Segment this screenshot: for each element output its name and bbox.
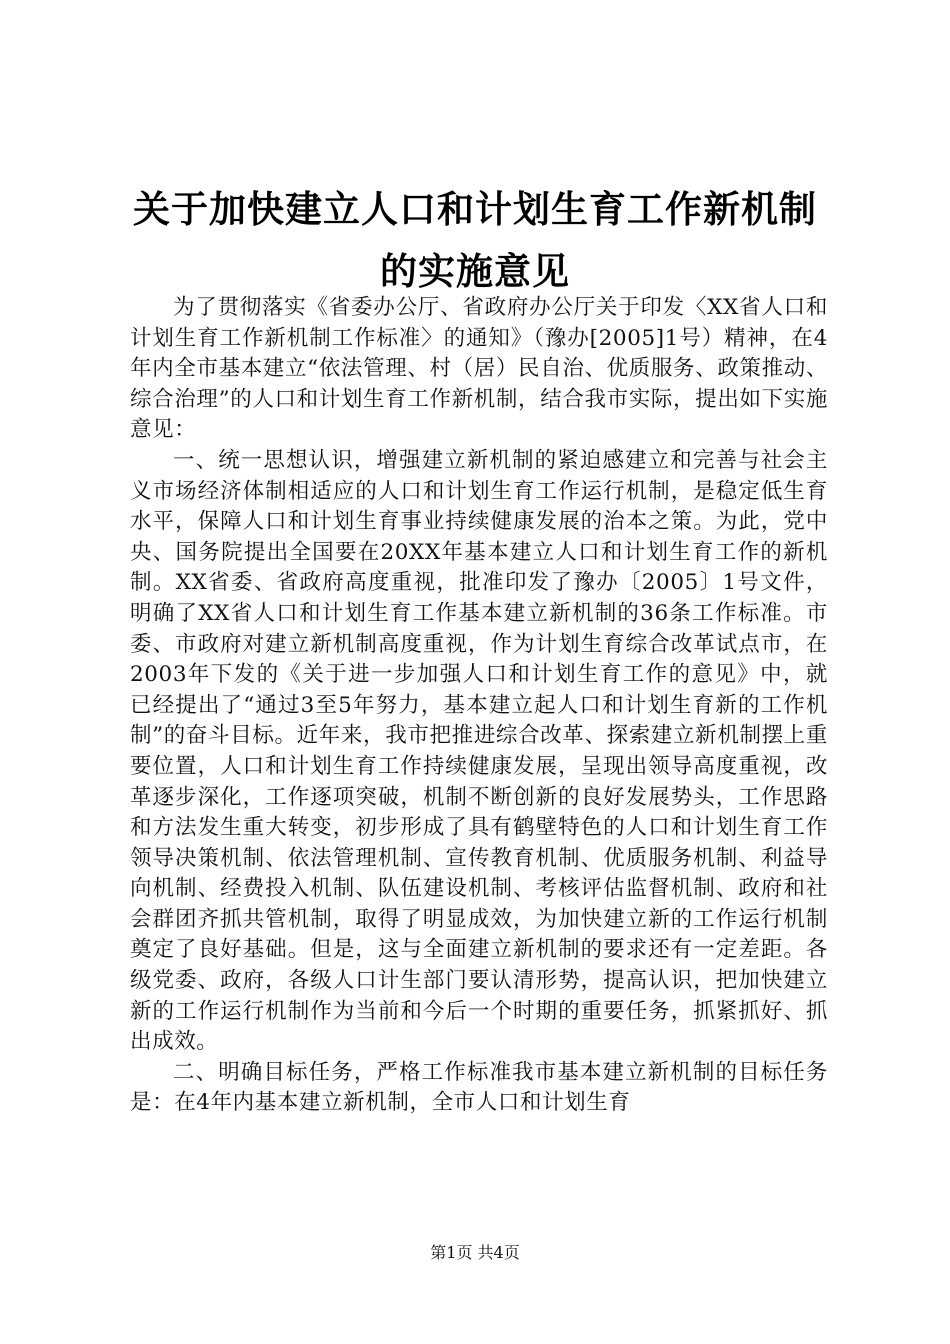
paragraph-section-one: 一、统一思想认识，增强建立新机制的紧迫感建立和完善与社会主义市场经济体制相适应的人口和计划生育工作运行机制，是稳定低生育水平，保障人口和计划生育事业持续健康发展的治本之策。为此，党中央、国务院提出全国要在20XX年基本建立人口和计划生育工作的新机制。XX省委、省政府高度重视，批准印发了豫办〔2005〕1号文件，明确了XX省人口和计划生育工作基本建立新机制的36条工作标准。市委、市政府对建立新机制高度重视，作为计划生育综合改革试点市，在2003年下发的《关于进一步加强人口和计划生育工作的意见》中，就已经提出了“通过3至5年努力，基本建立起人口和计划生育新的工作机制”的奋斗目标。近年来，我市把推进综合改革、探索建立新机制摆上重要位置，人口和计划生育工作持续健康发展，呈现出领导高度重视，改革逐步深化，工作逐项突破，机制不断创新的良好发展势头，工作思路和方法发生重大转变，初步形成了具有鹤壁特色的人口和计划生育工作领导决策机制、依法管理机制、宣传教育机制、优质服务机制、利益导向机制、经费投入机制、队伍建设机制、考核评估监督机制、政府和社会群团齐抓共管机制，取得了明显成效，为加快建立新的工作运行机制奠定了良好基础。但是，这与全面建立新机制的要求还有一定差距。各级党委、政府，各级人口计生部门要认清形势，提高认识，把加快建立新的工作运行机制作为当前和今后一个时期的重要任务，抓紧抓好、抓出成效。: [130, 447, 828, 1055]
page-number-footer: 第1页 共4页: [430, 1243, 520, 1262]
paragraph-intro: 为了贯彻落实《省委办公厅、省政府办公厅关于印发〈XX省人口和计划生育工作新机制工作标准〉的通知》（豫办[2005]1号）精神，在4年内全市基本建立“依法管理、村（居）民自治、优质服务、政策推动、综合治理”的人口和计划生育工作新机制，结合我市实际，提出如下实施意见：: [130, 295, 828, 443]
paragraph-section-two: 二、明确目标任务，严格工作标准我市基本建立新机制的目标任务是：在4年内基本建立新机制，全市人口和计划生育: [130, 1059, 828, 1116]
document-body: [130, 293, 828, 1119]
document-title: 关于加快建立人口和计划生育工作新机制的实施意见: [133, 187, 817, 293]
